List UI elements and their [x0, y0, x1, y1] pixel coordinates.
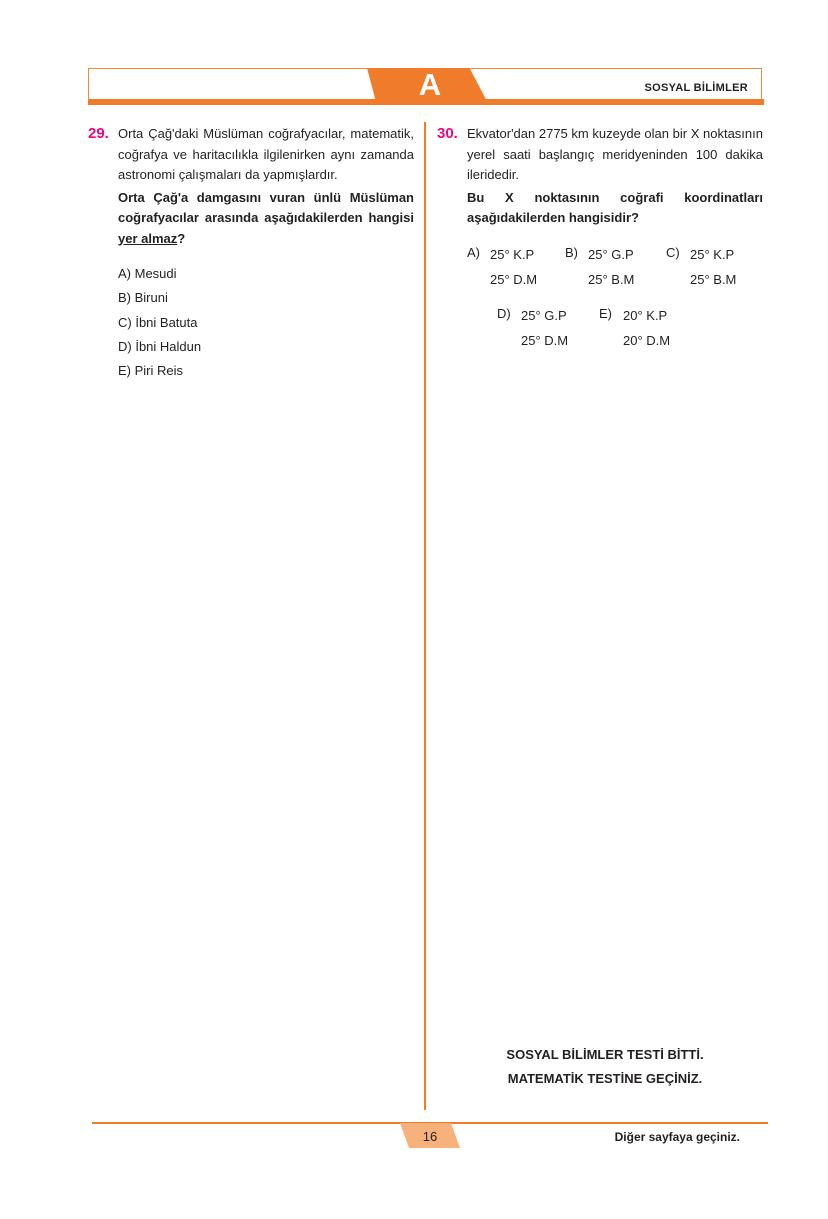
q29-option-a[interactable]: A) Mesudi [118, 266, 177, 281]
question-30-prompt: Bu X noktasının coğrafi koordinatları aşağıdakilerden hangisidir? [467, 189, 763, 225]
question-30-stem: Ekvator'dan 2775 km kuzeyde olan bir X noktasının yerel saati başlangıç meridyeninden 100 dakika ileridedir. [467, 126, 763, 182]
question-number-29: 29. [88, 125, 109, 142]
booklet-letter: A [418, 67, 442, 102]
q30-option-b-lon: 25° B.M [588, 272, 635, 287]
test-end-notice: SOSYAL BİLİMLER TESTİ BİTTİ. [506, 1047, 704, 1062]
q30-option-c-label[interactable]: C) [666, 245, 680, 260]
q30-option-d-lat: 25° G.P [521, 308, 567, 323]
subject-title: SOSYAL BİLİMLER [644, 82, 748, 94]
question-29-stem: Orta Çağ'daki Müslüman coğrafyacılar, matematik, coğrafya ve haritacılıkla ilgilenirken aynı zamanda astronomi çalışmaları da yapmışlardır. [118, 126, 414, 182]
q30-option-b-lat: 25° G.P [588, 247, 634, 262]
next-page-note: Diğer sayfaya geçiniz. [614, 1130, 740, 1144]
prompt-end: ? [177, 230, 186, 246]
q30-option-c-lon: 25° B.M [690, 272, 737, 287]
q30-option-c-lat: 25° K.P [690, 247, 735, 262]
q30-option-a-lon: 25° D.M [490, 272, 538, 287]
q30-option-e-lon: 20° D.M [623, 333, 671, 348]
q30-option-e-label[interactable]: E) [599, 306, 612, 321]
q29-option-e[interactable]: E) Piri Reis [118, 363, 184, 378]
next-test-notice: MATEMATİK TESTİNE GEÇİNİZ. [507, 1071, 703, 1086]
column-divider [424, 122, 426, 1110]
question-number-30: 30. [437, 125, 458, 142]
q30-option-a-lat: 25° K.P [490, 247, 535, 262]
q30-option-a-label[interactable]: A) [467, 245, 480, 260]
q30-option-d-lon: 25° D.M [521, 333, 569, 348]
question-30 [467, 124, 763, 229]
prompt-text: Orta Çağ'a damgasını vuran ünlü Müslüman coğrafyacılar arasında aşağıdakilerden hangisi [118, 189, 414, 225]
question-29 [118, 124, 414, 249]
q29-option-b[interactable]: B) Biruni [118, 290, 168, 305]
q29-option-d[interactable]: D) İbni Haldun [118, 339, 202, 354]
question-29-prompt [118, 188, 414, 250]
q30-option-e-lat: 20° K.P [623, 308, 668, 323]
q30-option-d-label[interactable]: D) [497, 306, 511, 321]
q30-option-b-label[interactable]: B) [565, 245, 578, 260]
page-number: 16 [422, 1129, 438, 1144]
q29-option-c[interactable]: C) İbni Batuta [118, 315, 198, 330]
prompt-underlined: yer almaz [118, 230, 178, 246]
